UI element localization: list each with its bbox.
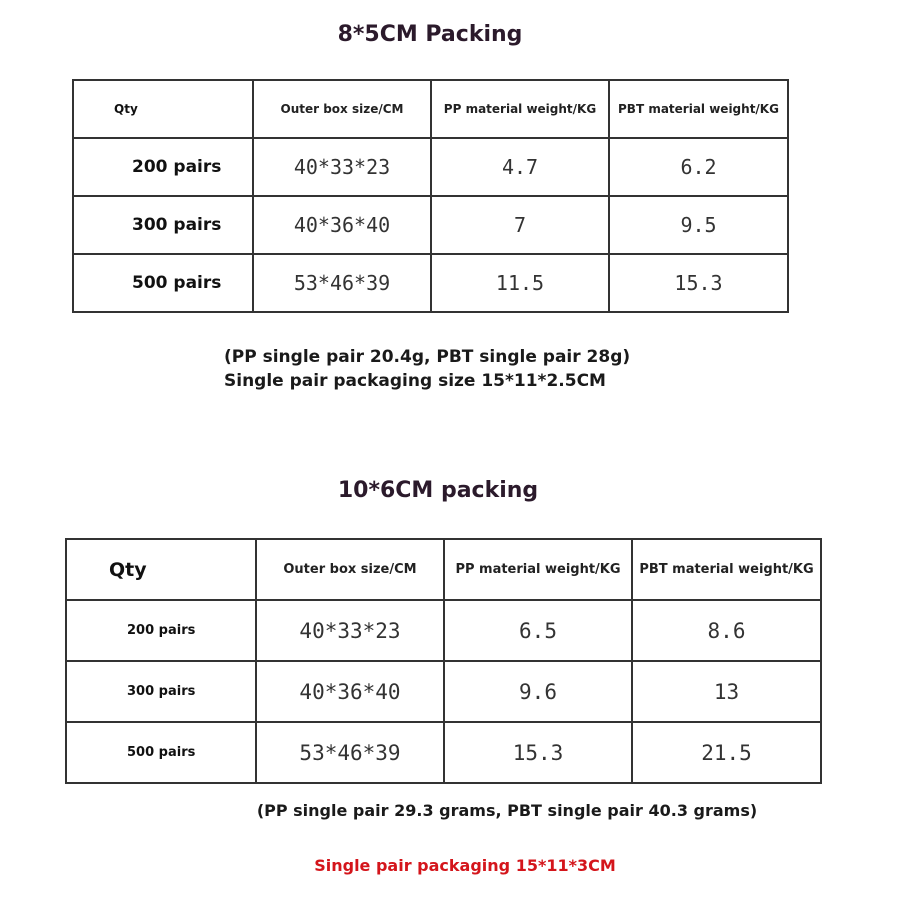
pbt-weight-cell: 8.6 bbox=[632, 600, 821, 661]
pbt-weight-cell: 9.5 bbox=[609, 196, 788, 254]
pp-weight-cell: 15.3 bbox=[444, 722, 632, 783]
header-qty: Qty bbox=[66, 539, 256, 600]
box-size-cell: 40*33*23 bbox=[253, 138, 431, 196]
single-pair-weight-note: (PP single pair 20.4g, PBT single pair 28g) bbox=[224, 347, 631, 367]
box-size-cell: 40*36*40 bbox=[253, 196, 431, 254]
box-size-cell: 40*33*23 bbox=[256, 600, 444, 661]
header-outer-box-size: Outer box size/CM bbox=[253, 80, 431, 138]
table-row bbox=[73, 254, 788, 312]
table-row bbox=[73, 138, 788, 196]
pp-weight-cell: 9.6 bbox=[444, 661, 632, 722]
qty-cell: 500 pairs bbox=[66, 722, 256, 783]
pp-weight-cell: 6.5 bbox=[444, 600, 632, 661]
qty-cell: 300 pairs bbox=[73, 196, 253, 254]
packing-table-8x5 bbox=[72, 79, 789, 313]
table-header-row bbox=[66, 539, 821, 600]
section1-note bbox=[224, 345, 630, 393]
table-row bbox=[66, 600, 821, 661]
pbt-weight-cell: 15.3 bbox=[609, 254, 788, 312]
table-row bbox=[66, 722, 821, 783]
pp-weight-cell: 4.7 bbox=[431, 138, 609, 196]
header-pbt-weight: PBT material weight/KG bbox=[609, 80, 788, 138]
header-pbt-weight: PBT material weight/KG bbox=[632, 539, 821, 600]
header-qty: Qty bbox=[73, 80, 253, 138]
packing-table-10x6 bbox=[65, 538, 822, 784]
single-pair-packaging-size: Single pair packaging size 15*11*2.5CM bbox=[224, 371, 606, 391]
box-size-cell: 53*46*39 bbox=[253, 254, 431, 312]
qty-cell: 300 pairs bbox=[66, 661, 256, 722]
pbt-weight-cell: 6.2 bbox=[609, 138, 788, 196]
box-size-cell: 53*46*39 bbox=[256, 722, 444, 783]
pp-weight-cell: 11.5 bbox=[431, 254, 609, 312]
section1-title: 8*5CM Packing bbox=[337, 22, 523, 47]
pbt-weight-cell: 13 bbox=[632, 661, 821, 722]
table-row bbox=[66, 661, 821, 722]
header-outer-box-size: Outer box size/CM bbox=[256, 539, 444, 600]
pbt-weight-cell: 21.5 bbox=[632, 722, 821, 783]
pp-weight-cell: 7 bbox=[431, 196, 609, 254]
qty-cell: 200 pairs bbox=[73, 138, 253, 196]
table-header-row bbox=[73, 80, 788, 138]
single-pair-packaging-size: Single pair packaging 15*11*3CM bbox=[314, 856, 616, 875]
header-pp-weight: PP material weight/KG bbox=[431, 80, 609, 138]
qty-cell: 500 pairs bbox=[73, 254, 253, 312]
table-row bbox=[73, 196, 788, 254]
section2-title: 10*6CM packing bbox=[337, 478, 539, 503]
header-pp-weight: PP material weight/KG bbox=[444, 539, 632, 600]
box-size-cell: 40*36*40 bbox=[256, 661, 444, 722]
single-pair-weight-note: (PP single pair 29.3 grams, PBT single pair 40.3 grams) bbox=[256, 801, 758, 820]
qty-cell: 200 pairs bbox=[66, 600, 256, 661]
